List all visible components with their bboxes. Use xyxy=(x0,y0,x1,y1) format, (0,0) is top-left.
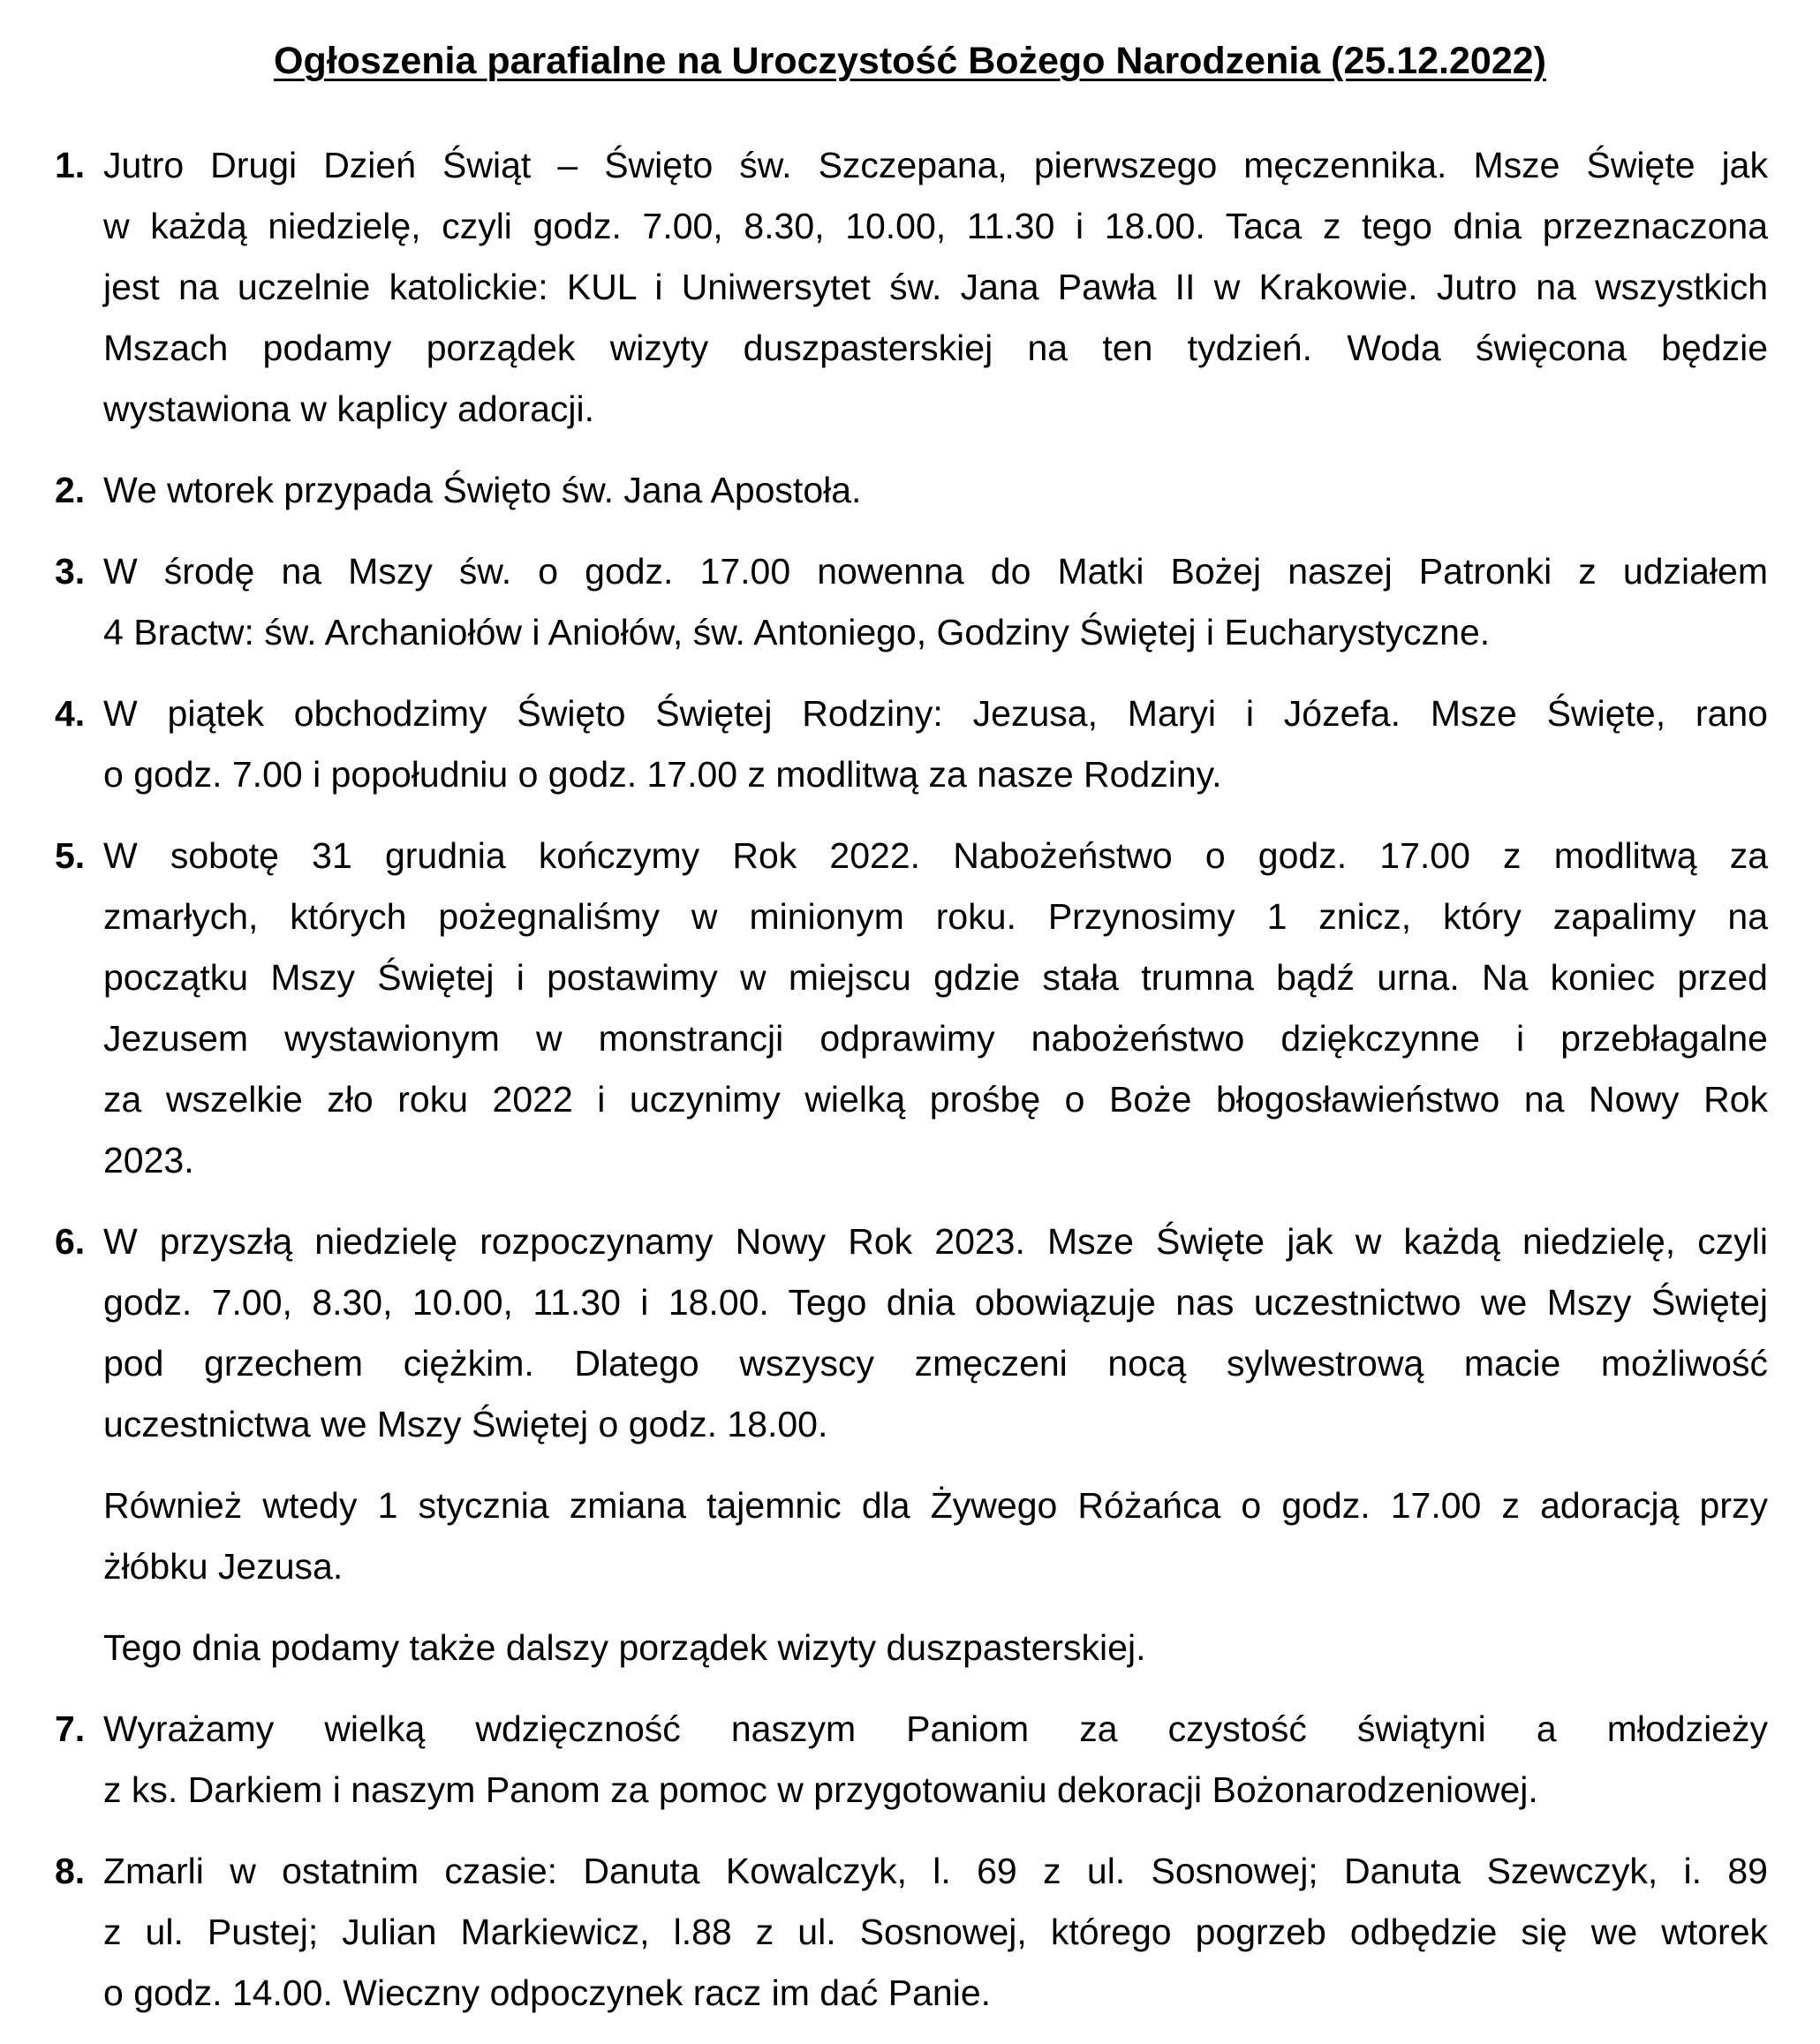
text-line: wystawiona w kaplicy adoracji. xyxy=(103,388,595,429)
text-line: W środę na Mszy św. o godz. 17.00 nowenna do Matki Bożej naszej Patronki z udziałem xyxy=(103,551,1768,592)
item-number: 8. xyxy=(55,1851,86,1891)
text-line: Tego dnia podamy także dalszy porządek wizyty duszpasterskiej. xyxy=(103,1627,1146,1668)
title-text: Ogłoszenia parafialne na Uroczystość Bożego Narodzenia (25.12.2022) xyxy=(274,40,1546,82)
text-line: Mszach podamy porządek wizyty duszpasterskiej na ten tydzień. Woda święcona będzie xyxy=(103,328,1768,368)
text-line: Zmarli w ostatnim czasie: Danuta Kowalczyk, l. 69 z ul. Sosnowej; Danuta Szewczyk, i. 89 xyxy=(103,1851,1768,1891)
text-line: W przyszłą niedzielę rozpoczynamy Nowy Rok 2023. Msze Święte jak w każdą niedzielę, czyli xyxy=(103,1221,1768,1262)
text-line: pod grzechem ciężkim. Dlatego wszyscy zmęczeni nocą sylwestrową macie możliwość xyxy=(103,1343,1768,1384)
item-number: 5. xyxy=(55,835,86,876)
item-number: 2. xyxy=(55,470,86,510)
text-line: 2023. xyxy=(103,1140,194,1180)
item-number: 7. xyxy=(55,1708,86,1749)
text-line: za wszelkie zło roku 2022 i uczynimy wielką prośbę o Boże błogosławieństwo na Nowy Rok xyxy=(103,1079,1768,1120)
item-number: 1. xyxy=(55,145,86,185)
item-sub-paragraph xyxy=(103,1618,1768,1678)
item-text xyxy=(103,826,1768,1191)
text-line: W piątek obchodzimy Święto Świętej Rodziny: Jezusa, Maryi i Józefa. Msze Święte, rano xyxy=(103,693,1768,734)
text-line: o godz. 14.00. Wieczny odpoczynek racz im dać Panie. xyxy=(103,1972,992,2013)
text-line: z ks. Darkiem i naszym Panom za pomoc w przygotowaniu dekoracji Bożonarodzeniowej. xyxy=(103,1769,1538,1810)
text-line: Wyrażamy wielką wdzięczność naszym Paniom za czystość świątyni a młodzieży xyxy=(103,1708,1768,1749)
announcement-item-3 xyxy=(0,541,1820,663)
announcements-list xyxy=(0,135,1820,2044)
item-text xyxy=(103,683,1768,805)
text-line: Jutro Drugi Dzień Świąt – Święto św. Szczepana, pierwszego męczennika. Msze Święte jak xyxy=(103,145,1768,185)
item-text xyxy=(103,1211,1768,1455)
item-text xyxy=(103,135,1768,440)
text-line: początku Mszy Świętej i postawimy w miejscu gdzie stała trumna bądź urna. Na koniec przed xyxy=(103,957,1768,998)
text-line: zmarłych, których pożegnaliśmy w minionym roku. Przynosimy 1 znicz, który zapalimy na xyxy=(103,896,1768,937)
text-line: Również wtedy 1 stycznia zmiana tajemnic dla Żywego Różańca o godz. 17.00 z adoracją przy xyxy=(103,1485,1768,1526)
text-line: godz. 7.00, 8.30, 10.00, 11.30 i 18.00. Tego dnia obowiązuje nas uczestnictwo we Mszy Świętej xyxy=(103,1282,1768,1323)
announcement-item-6 xyxy=(0,1211,1820,1678)
announcement-item-4 xyxy=(0,683,1820,805)
announcement-item-7 xyxy=(0,1699,1820,1821)
item-sub-paragraph xyxy=(103,1475,1768,1597)
text-line: 4 Bractw: św. Archaniołów i Aniołów, św. Antoniego, Godziny Świętej i Eucharystyczne. xyxy=(103,612,1491,652)
text-line: uczestnictwa we Mszy Świętej o godz. 18.00. xyxy=(103,1404,828,1444)
text-line: o godz. 7.00 i popołudniu o godz. 17.00 z modlitwą za nasze Rodziny. xyxy=(103,754,1222,795)
announcement-item-5 xyxy=(0,826,1820,1191)
text-line: W sobotę 31 grudnia kończymy Rok 2022. Nabożeństwo o godz. 17.00 z modlitwą za xyxy=(103,835,1768,876)
item-number: 6. xyxy=(55,1221,86,1262)
item-number: 4. xyxy=(55,693,86,734)
item-number: 3. xyxy=(55,551,86,592)
item-text xyxy=(103,1699,1768,1821)
announcement-item-2 xyxy=(0,460,1820,521)
item-text xyxy=(103,460,1768,521)
announcement-item-1 xyxy=(0,135,1820,440)
announcement-item-8 xyxy=(0,1841,1820,2024)
text-line: We wtorek przypada Święto św. Jana Apostoła. xyxy=(103,470,862,510)
text-line: z ul. Pustej; Julian Markiewicz, l.88 z ul. Sosnowej, którego pogrzeb odbędzie się we wtorek xyxy=(103,1912,1768,1952)
page-title xyxy=(0,31,1820,92)
text-line: w każdą niedzielę, czyli godz. 7.00, 8.30, 10.00, 11.30 i 18.00. Taca z tego dnia przeznaczona xyxy=(103,206,1768,246)
item-text xyxy=(103,541,1768,663)
text-line: Jezusem wystawionym w monstrancji odprawimy nabożeństwo dziękczynne i przebłagalne xyxy=(103,1018,1768,1059)
item-text xyxy=(103,1841,1768,2024)
text-line: jest na uczelnie katolickie: KUL i Uniwersytet św. Jana Pawła II w Krakowie. Jutro na wszystkich xyxy=(103,267,1768,307)
text-line: żłóbku Jezusa. xyxy=(103,1546,344,1587)
